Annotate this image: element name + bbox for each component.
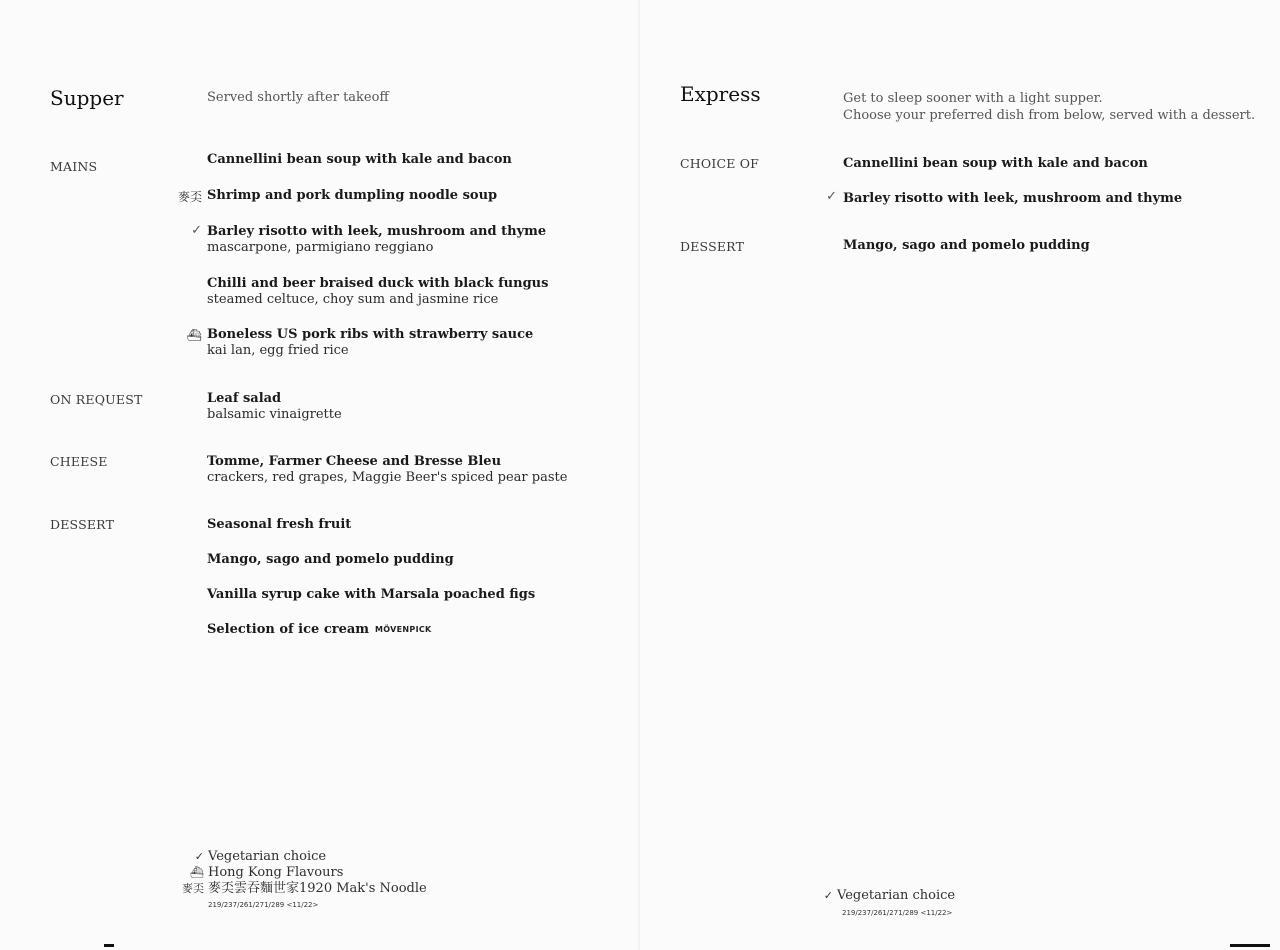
dish-description: kai lan, egg fried rice [207,343,349,358]
page-subtitle: Served shortly after takeoff [207,90,389,105]
express-page [640,0,1280,950]
legend-text: 麥奀雲吞麵世家1920 Mak's Noodle [208,881,427,896]
section-label-on-request: ON REQUEST [50,392,143,407]
menu-item [207,327,533,359]
menu-item [207,454,567,486]
subtitle-line: Choose your preferred dish from below, served with a dessert. [843,108,1256,123]
section-label-dessert: DESSERT [50,517,115,532]
dish-name: Leaf salad [207,391,282,406]
dish-name: Mango, sago and pomelo pudding [207,552,454,567]
menu-item [843,191,1182,207]
dish-name: Shrimp and pork dumpling noodle soup [207,188,498,203]
crop-mark [1230,944,1270,947]
legend-text: Vegetarian choice [837,888,956,903]
crop-mark [104,944,114,947]
maks-noodle-bowl-icon: 麥奀 [182,882,204,895]
supper-page [0,0,638,950]
menu-item [843,238,1090,254]
dish-name: Cannellini bean soup with kale and bacon [207,152,512,167]
vegetarian-leaf-icon: ✓ [194,850,204,863]
dish-name [207,622,432,638]
section-label-dessert: DESSERT [680,239,745,254]
dish-name: Mango, sago and pomelo pudding [843,238,1090,253]
page-subtitle [843,90,1255,124]
print-code: 219/237/261/271/289 <11/22> [208,901,319,909]
page-title: Express [680,82,761,106]
dish-description: crackers, red grapes, Maggie Beer's spiced pear paste [207,470,568,485]
hong-kong-junk-icon: ⛴ [190,866,204,879]
dish-description: steamed celtuce, choy sum and jasmine rice [207,292,499,307]
dish-name: Tomme, Farmer Cheese and Bresse Bleu [207,454,502,469]
vegetarian-leaf-icon: ✓ [191,223,202,238]
legend-row [164,865,427,881]
menu-item [207,224,546,256]
movenpick-logo: MÖVENPICK [375,625,432,634]
menu-item [207,152,512,168]
menu-item [207,188,497,204]
dish-name: Barley risotto with leek, mushroom and thyme [843,191,1183,206]
dish-name: Cannellini bean soup with kale and bacon [843,156,1148,171]
legend [164,849,427,897]
menu-item [207,391,342,423]
dish-name: Barley risotto with leek, mushroom and thyme [207,224,547,239]
subtitle-line: Get to sleep sooner with a light supper. [843,91,1103,106]
dish-description: balsamic vinaigrette [207,407,342,422]
menu-item [843,156,1148,172]
legend-row [164,849,427,865]
legend-text: Hong Kong Flavours [208,865,344,880]
section-label-choice-of: CHOICE OF [680,156,760,171]
dish-name: Chilli and beer braised duck with black fungus [207,276,549,291]
legend-row [797,888,955,904]
menu-item [207,622,432,638]
section-label-mains: MAINS [50,159,98,174]
menu-item [207,552,454,568]
print-code: 219/237/261/271/289 <11/22> [842,909,953,917]
dish-name: Boneless US pork ribs with strawberry sauce [207,327,534,342]
page-title: Supper [50,86,124,110]
legend-row [164,881,427,897]
menu-item [207,276,548,308]
dish-name: Vanilla syrup cake with Marsala poached figs [207,587,536,602]
hong-kong-junk-icon: ⛴ [186,328,202,342]
dish-name-text: Selection of ice cream [207,622,370,637]
dish-name: Seasonal fresh fruit [207,517,352,532]
menu-item [207,517,351,533]
vegetarian-leaf-icon: ✓ [826,189,837,204]
dish-description: mascarpone, parmigiano reggiano [207,240,434,255]
menu-item [207,587,535,603]
maks-noodle-bowl-icon: 麥奀 [177,190,202,204]
section-label-cheese: CHEESE [50,454,108,469]
vegetarian-leaf-icon: ✓ [823,889,833,902]
legend-text: Vegetarian choice [208,849,327,864]
legend [797,888,955,904]
